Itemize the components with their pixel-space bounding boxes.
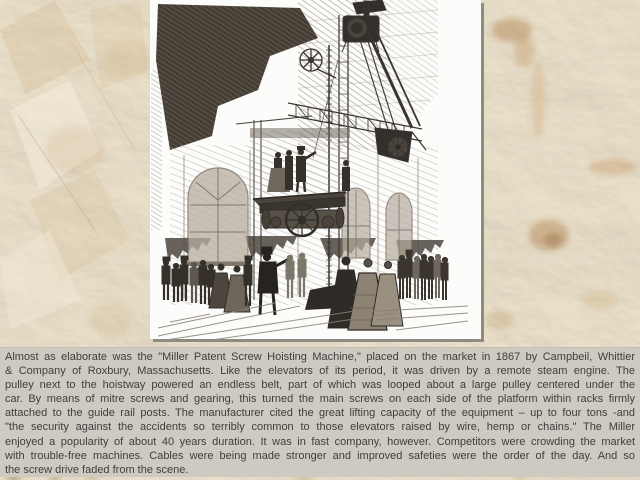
caption-line: "the security against the accidents so terribly common to those elevators raised by wire, hemp or chains." The Miller (5, 421, 635, 434)
caption-line: car. By means of mitre screws and gearing, this turned the main screws on each side of the platform within racks firmly (5, 393, 635, 406)
caption-line: with trouble-free machines. Cables were being made stronger and improved safeties were the order of the day. And so (5, 449, 635, 462)
caption-line: pulley next to the hoistway powered an endless belt, part of which was looped about a large pulley centered under the (5, 379, 635, 392)
caption-line: enjoyed a popularity of about 40 years duration. It was in fast company, however. Competitors were crowding the market (5, 435, 635, 448)
caption-line: & Company of Roxbury, Massachusetts. Like the elevators of its period, it was driven by a remote steam engine. The (5, 365, 635, 378)
caption-line: attached to the guide rail posts. The manufacturer cited the great lifting capacity of the equipment – up to four tons -and (5, 407, 635, 420)
illustration-frame (150, 0, 481, 339)
hoisting-machine-engraving (150, 0, 481, 339)
caption-panel (0, 347, 640, 477)
caption-line: the screw drive faded from the scene. (5, 463, 189, 476)
caption-line: Almost as elaborate was the "Miller Patent Screw Hoisting Machine," placed on the market in 1867 by Campbeil, Whittier (5, 351, 635, 363)
